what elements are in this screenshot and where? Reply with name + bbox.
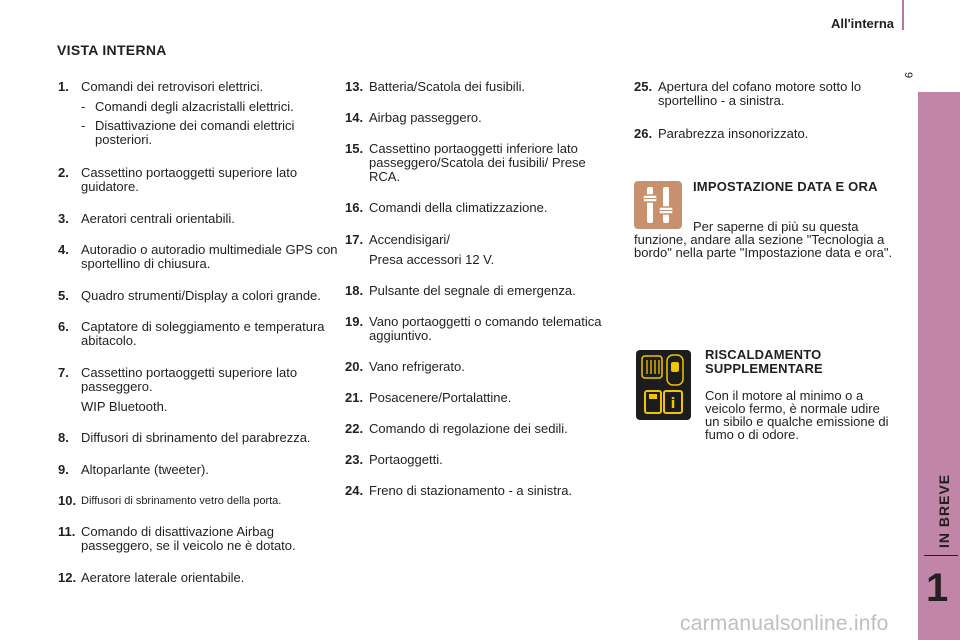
item-text: Vano refrigerato.	[369, 359, 465, 374]
item-text: Cassettino portaoggetti inferiore lato passeggero/Scatola dei fusibili/ Prese RCA.	[369, 141, 586, 184]
list-item	[58, 463, 338, 477]
item-text: Comandi della climatizzazione.	[369, 200, 548, 215]
item-number: 24.	[345, 483, 364, 498]
list-item	[345, 315, 620, 343]
column-3	[634, 80, 904, 158]
list-item	[345, 453, 620, 467]
list-item	[345, 391, 620, 405]
item-number: 4.	[58, 242, 69, 257]
list-item	[58, 212, 338, 226]
item-text: Comando di disattivazione Airbag passeggero, se il veicolo ne è dotato.	[81, 524, 296, 553]
item-text: Aeratore laterale orientabile.	[81, 570, 245, 585]
date-time-body-text: Per saperne di più su questa funzione, andare alla sezione "Tecnologia a bordo" nella parte "Impostazione data e ora".	[634, 219, 893, 260]
item-text-block	[81, 80, 338, 147]
heating-title: RISCALDAMENTO SUPPLEMENTARE	[705, 347, 823, 376]
list-item	[345, 484, 620, 498]
item-number: 14.	[345, 110, 364, 125]
item-number: 11.	[58, 524, 76, 539]
item-text: Posacenere/Portalattine.	[369, 390, 512, 405]
item-note: WIP Bluetooth.	[81, 399, 168, 414]
item-number: 12.	[58, 570, 77, 585]
item-number: 23.	[345, 452, 364, 467]
watermark: carmanualsonline.info	[680, 612, 889, 635]
list-item	[58, 166, 338, 194]
list-item	[58, 571, 338, 585]
page-number: 9	[902, 72, 914, 79]
item-number: 18.	[345, 283, 364, 298]
column-1	[58, 80, 338, 602]
dash-bullet: -	[81, 118, 86, 133]
list-item	[345, 111, 620, 125]
chapter-number: 1	[926, 566, 949, 610]
item-number: 20.	[345, 359, 364, 374]
sub-item	[81, 119, 338, 147]
item-number: 1.	[58, 79, 69, 94]
item-number: 8.	[58, 430, 69, 445]
section-title: VISTA INTERNA	[57, 42, 167, 58]
item-number: 17.	[345, 232, 364, 247]
item-text: Apertura del cofano motore sotto lo sportellino - a sinistra.	[658, 79, 862, 108]
list-item	[58, 494, 338, 508]
item-text: Comando di regolazione dei sedili.	[369, 421, 568, 436]
list-item	[345, 80, 620, 94]
item-number: 16.	[345, 200, 364, 215]
list-item	[345, 142, 620, 184]
list-item	[345, 360, 620, 374]
item-number: 9.	[58, 462, 69, 477]
list-item	[58, 320, 338, 348]
item-text: Airbag passeggero.	[369, 110, 482, 125]
item-note: Presa accessori 12 V.	[369, 252, 495, 267]
item-text: Pulsante del segnale di emergenza.	[369, 283, 576, 298]
item-text: Accendisigari/	[369, 232, 450, 247]
item-number: 10.	[58, 493, 77, 508]
item-text: Vano portaoggetti o comando telematica aggiuntivo.	[369, 314, 602, 343]
item-number: 2.	[58, 165, 69, 180]
item-text: Parabrezza insonorizzato.	[658, 126, 809, 141]
chapter-tab-divider	[924, 555, 958, 556]
item-number: 15.	[345, 141, 364, 156]
list-item	[634, 80, 904, 108]
item-number: 6.	[58, 319, 69, 334]
item-number: 13.	[345, 79, 364, 94]
item-text: Quadro strumenti/Display a colori grande.	[81, 288, 321, 303]
list-item	[345, 233, 620, 267]
chapter-tab-label: IN BREVE	[936, 473, 952, 548]
list-item	[58, 243, 338, 271]
item-number: 22.	[345, 421, 364, 436]
list-item	[58, 289, 338, 303]
item-number: 5.	[58, 288, 69, 303]
item-text: Captatore di soleggiamento e temperatura abitacolo.	[81, 319, 325, 348]
list-item	[634, 127, 904, 141]
svg-text:i: i	[670, 396, 676, 412]
item-number: 26.	[634, 126, 653, 141]
chapter-tab	[918, 92, 960, 640]
header-rule	[902, 0, 904, 30]
sub-item	[81, 100, 338, 114]
list-item	[58, 525, 338, 553]
item-text: Cassettino portaoggetti superiore lato passeggero.	[81, 365, 298, 394]
sub-item-text: Disattivazione dei comandi elettrici posteriori.	[95, 118, 295, 147]
item-text: Aeratori centrali orientabili.	[81, 211, 235, 226]
item-text: Comandi dei retrovisori elettrici.	[81, 79, 264, 94]
sub-item-text: Comandi degli alzacristalli elettrici.	[95, 99, 294, 114]
heater-icon	[636, 350, 691, 420]
page-header: All'interna	[830, 16, 894, 31]
list-item	[58, 366, 338, 414]
date-time-body	[634, 220, 904, 259]
item-number: 19.	[345, 314, 364, 329]
column-2	[345, 80, 620, 515]
list-item	[345, 422, 620, 436]
list-item	[345, 284, 620, 298]
item-text: Autoradio o autoradio multimediale GPS con sportellino di chiusura.	[81, 242, 338, 271]
item-text-block	[369, 233, 620, 267]
list-item	[345, 201, 620, 215]
date-time-title: IMPOSTAZIONE DATA E ORA	[693, 179, 878, 194]
item-text: Diffusori di sbrinamento vetro della porta.	[81, 495, 282, 507]
list-item	[58, 431, 338, 445]
item-text: Altoparlante (tweeter).	[81, 462, 209, 477]
item-text: Cassettino portaoggetti superiore lato guidatore.	[81, 165, 298, 194]
dash-bullet: -	[81, 99, 86, 114]
item-text: Batteria/Scatola dei fusibili.	[369, 79, 526, 94]
item-text: Freno di stazionamento - a sinistra.	[369, 483, 573, 498]
item-number: 21.	[345, 390, 364, 405]
list-item	[58, 80, 338, 147]
heating-body: Con il motore al minimo o a veicolo fermo, è normale udire un sibilo e qualche emissione di fumo o di odore.	[705, 388, 889, 442]
item-number: 25.	[634, 79, 653, 94]
item-text: Portaoggetti.	[369, 452, 443, 467]
item-number: 7.	[58, 365, 69, 380]
item-text-block	[81, 366, 338, 414]
item-text: Diffusori di sbrinamento del parabrezza.	[81, 430, 311, 445]
item-number: 3.	[58, 211, 69, 226]
